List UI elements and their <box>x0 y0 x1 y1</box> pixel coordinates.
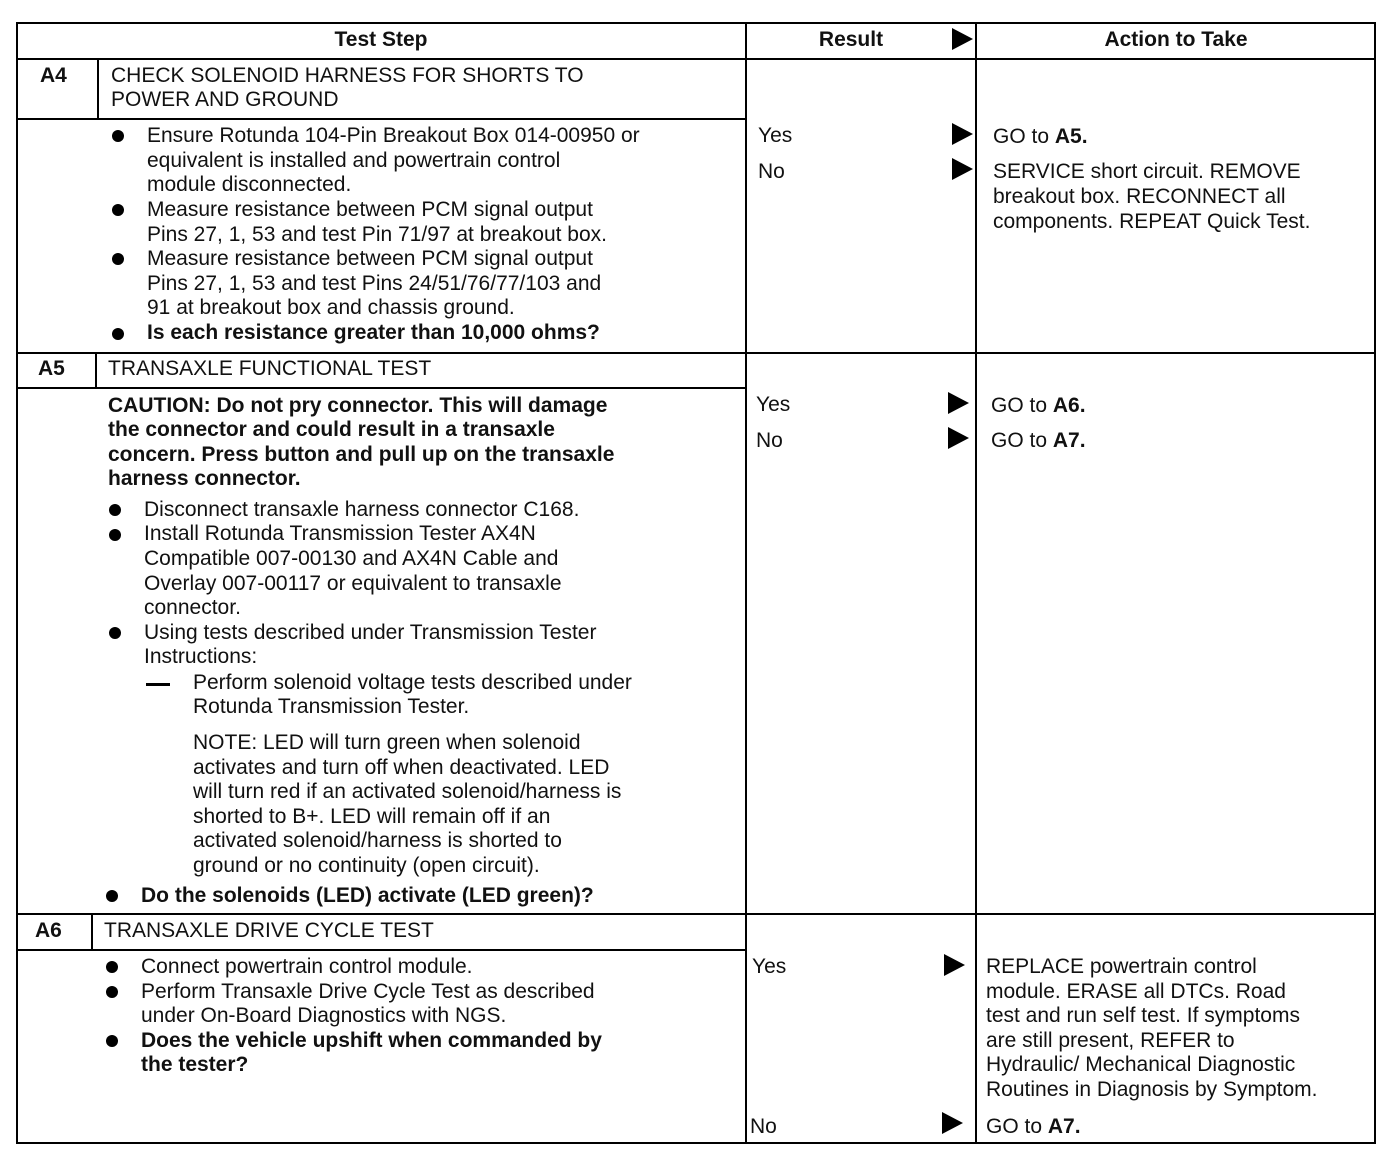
a5-bullet2-line3: Overlay 007-00117 or equivalent to transaxle <box>144 572 562 595</box>
a5-note-line1: NOTE: LED will turn green when solenoid <box>193 731 581 754</box>
a6-bullet2-line1: Perform Transaxle Drive Cycle Test as described <box>141 980 595 1003</box>
a6-result-no: No <box>750 1115 777 1138</box>
a4-bullet3-line1: Measure resistance between PCM signal output <box>147 247 593 270</box>
step-id-a4: A4 <box>40 64 67 87</box>
arrow-right-icon <box>944 954 965 976</box>
arrow-right-icon <box>948 427 969 449</box>
a5-bullet2-line4: connector. <box>144 596 241 619</box>
a4-action-yes <box>993 125 1088 150</box>
a4-action-yes-prefix: GO to <box>993 125 1050 148</box>
a5-note-line6: ground or no continuity (open circuit). <box>193 854 540 877</box>
a4-bullet2-line1: Measure resistance between PCM signal output <box>147 198 593 221</box>
a5-dash1-line1: Perform solenoid voltage tests described under <box>193 671 632 694</box>
a5-bullet3-line1: Using tests described under Transmission Tester <box>144 621 597 644</box>
a6-action-yes-line5: Hydraulic/ Mechanical Diagnostic <box>986 1053 1296 1076</box>
a5-caution-line3: concern. Press button and pull up on the transaxle <box>108 443 615 466</box>
a6-bullet2-line2: under On-Board Diagnostics with NGS. <box>141 1004 507 1027</box>
bullet-icon <box>106 961 118 973</box>
a4-bullet2-line2: Pins 27, 1, 53 and test Pin 71/97 at breakout box. <box>147 223 607 246</box>
bullet-icon <box>109 627 121 639</box>
a4-action-no-line3: components. REPEAT Quick Test. <box>993 210 1311 233</box>
a6-action-yes-line2: module. ERASE all DTCs. Road <box>986 980 1286 1003</box>
a5-action-no-ref: A7. <box>1052 429 1086 452</box>
arrow-right-icon <box>952 123 973 145</box>
bullet-icon <box>106 986 118 998</box>
a6-bullet1: Connect powertrain control module. <box>141 955 473 978</box>
a4-bullet1-line2: equivalent is installed and powertrain control <box>147 149 561 172</box>
a4-action-yes-ref: A5. <box>1054 125 1088 148</box>
a6-title: TRANSAXLE DRIVE CYCLE TEST <box>104 919 434 942</box>
bullet-icon <box>112 253 124 265</box>
a5-caution-line4: harness connector. <box>108 467 301 490</box>
diagnostic-table <box>16 22 1376 1146</box>
a5-note-line2: activates and turn off when deactivated. LED <box>193 756 610 779</box>
bullet-icon <box>109 504 121 516</box>
header-result: Result <box>818 28 884 51</box>
arrow-right-icon <box>952 28 973 50</box>
a4-result-yes: Yes <box>758 124 793 147</box>
arrow-right-icon <box>942 1112 963 1134</box>
a5-action-no <box>991 429 1086 454</box>
a5-bullet2-line1: Install Rotunda Transmission Tester AX4N <box>144 522 536 545</box>
a6-result-yes: Yes <box>752 955 787 978</box>
a6-action-no-ref: A7. <box>1047 1115 1081 1138</box>
a6-action-no-prefix: GO to <box>986 1115 1043 1138</box>
a5-bullet2-line2: Compatible 007-00130 and AX4N Cable and <box>144 547 559 570</box>
a6-action-yes-line6: Routines in Diagnosis by Symptom. <box>986 1078 1318 1101</box>
a5-note-line4: shorted to B+. LED will remain off if an <box>193 805 551 828</box>
a5-note-line5: activated solenoid/harness is shorted to <box>193 829 562 852</box>
step-id-a5: A5 <box>38 357 65 380</box>
bullet-icon <box>112 130 124 142</box>
a5-result-yes: Yes <box>756 393 791 416</box>
a6-action-yes-line4: are still present, REFER to <box>986 1029 1235 1052</box>
bullet-icon <box>106 1035 118 1047</box>
a6-action-yes-line3: test and run self test. If symptoms <box>986 1004 1300 1027</box>
a5-title: TRANSAXLE FUNCTIONAL TEST <box>108 357 432 380</box>
bullet-icon <box>109 529 121 541</box>
header-test-step: Test Step <box>334 28 428 51</box>
a6-question-line2: the tester? <box>141 1053 249 1076</box>
a4-bullet1-line1: Ensure Rotunda 104-Pin Breakout Box 014-00950 or <box>147 124 640 147</box>
a5-action-yes-ref: A6. <box>1052 394 1086 417</box>
a6-action-yes-line1: REPLACE powertrain control <box>986 955 1257 978</box>
bullet-icon <box>112 328 124 340</box>
a5-action-yes <box>991 394 1086 419</box>
a4-bullet3-line3: 91 at breakout box and chassis ground. <box>147 296 515 319</box>
a5-action-yes-prefix: GO to <box>991 394 1048 417</box>
a4-title-line1: CHECK SOLENOID HARNESS FOR SHORTS TO <box>111 64 584 87</box>
a5-bullet3-line2: Instructions: <box>144 645 258 668</box>
a6-question-line1: Does the vehicle upshift when commanded by <box>141 1029 602 1052</box>
a5-question: Do the solenoids (LED) activate (LED green)? <box>141 884 594 907</box>
a5-dash1-line2: Rotunda Transmission Tester. <box>193 695 470 718</box>
arrow-right-icon <box>948 392 969 414</box>
a5-caution-line1: CAUTION: Do not pry connector. This will damage <box>108 394 608 417</box>
a4-bullet1-line3: module disconnected. <box>147 173 352 196</box>
a4-result-no: No <box>758 160 785 183</box>
step-id-a6: A6 <box>35 919 62 942</box>
a6-action-no <box>986 1115 1081 1140</box>
a4-action-no-line1: SERVICE short circuit. REMOVE <box>993 160 1301 183</box>
bullet-icon <box>106 890 118 902</box>
a5-note-line3: will turn red if an activated solenoid/harness is <box>193 780 622 803</box>
a4-bullet3-line2: Pins 27, 1, 53 and test Pins 24/51/76/77/103 and <box>147 272 602 295</box>
a4-action-no-line2: breakout box. RECONNECT all <box>993 185 1286 208</box>
header-action: Action to Take <box>1104 28 1248 51</box>
a5-caution-line2: the connector and could result in a transaxle <box>108 418 555 441</box>
arrow-right-icon <box>952 158 973 180</box>
dash-icon <box>146 683 170 686</box>
a5-result-no: No <box>756 429 783 452</box>
bullet-icon <box>112 204 124 216</box>
a4-question: Is each resistance greater than 10,000 ohms? <box>147 321 600 344</box>
a4-title-line2: POWER AND GROUND <box>111 88 339 111</box>
a5-action-no-prefix: GO to <box>991 429 1048 452</box>
a5-bullet1: Disconnect transaxle harness connector C168. <box>144 498 580 521</box>
